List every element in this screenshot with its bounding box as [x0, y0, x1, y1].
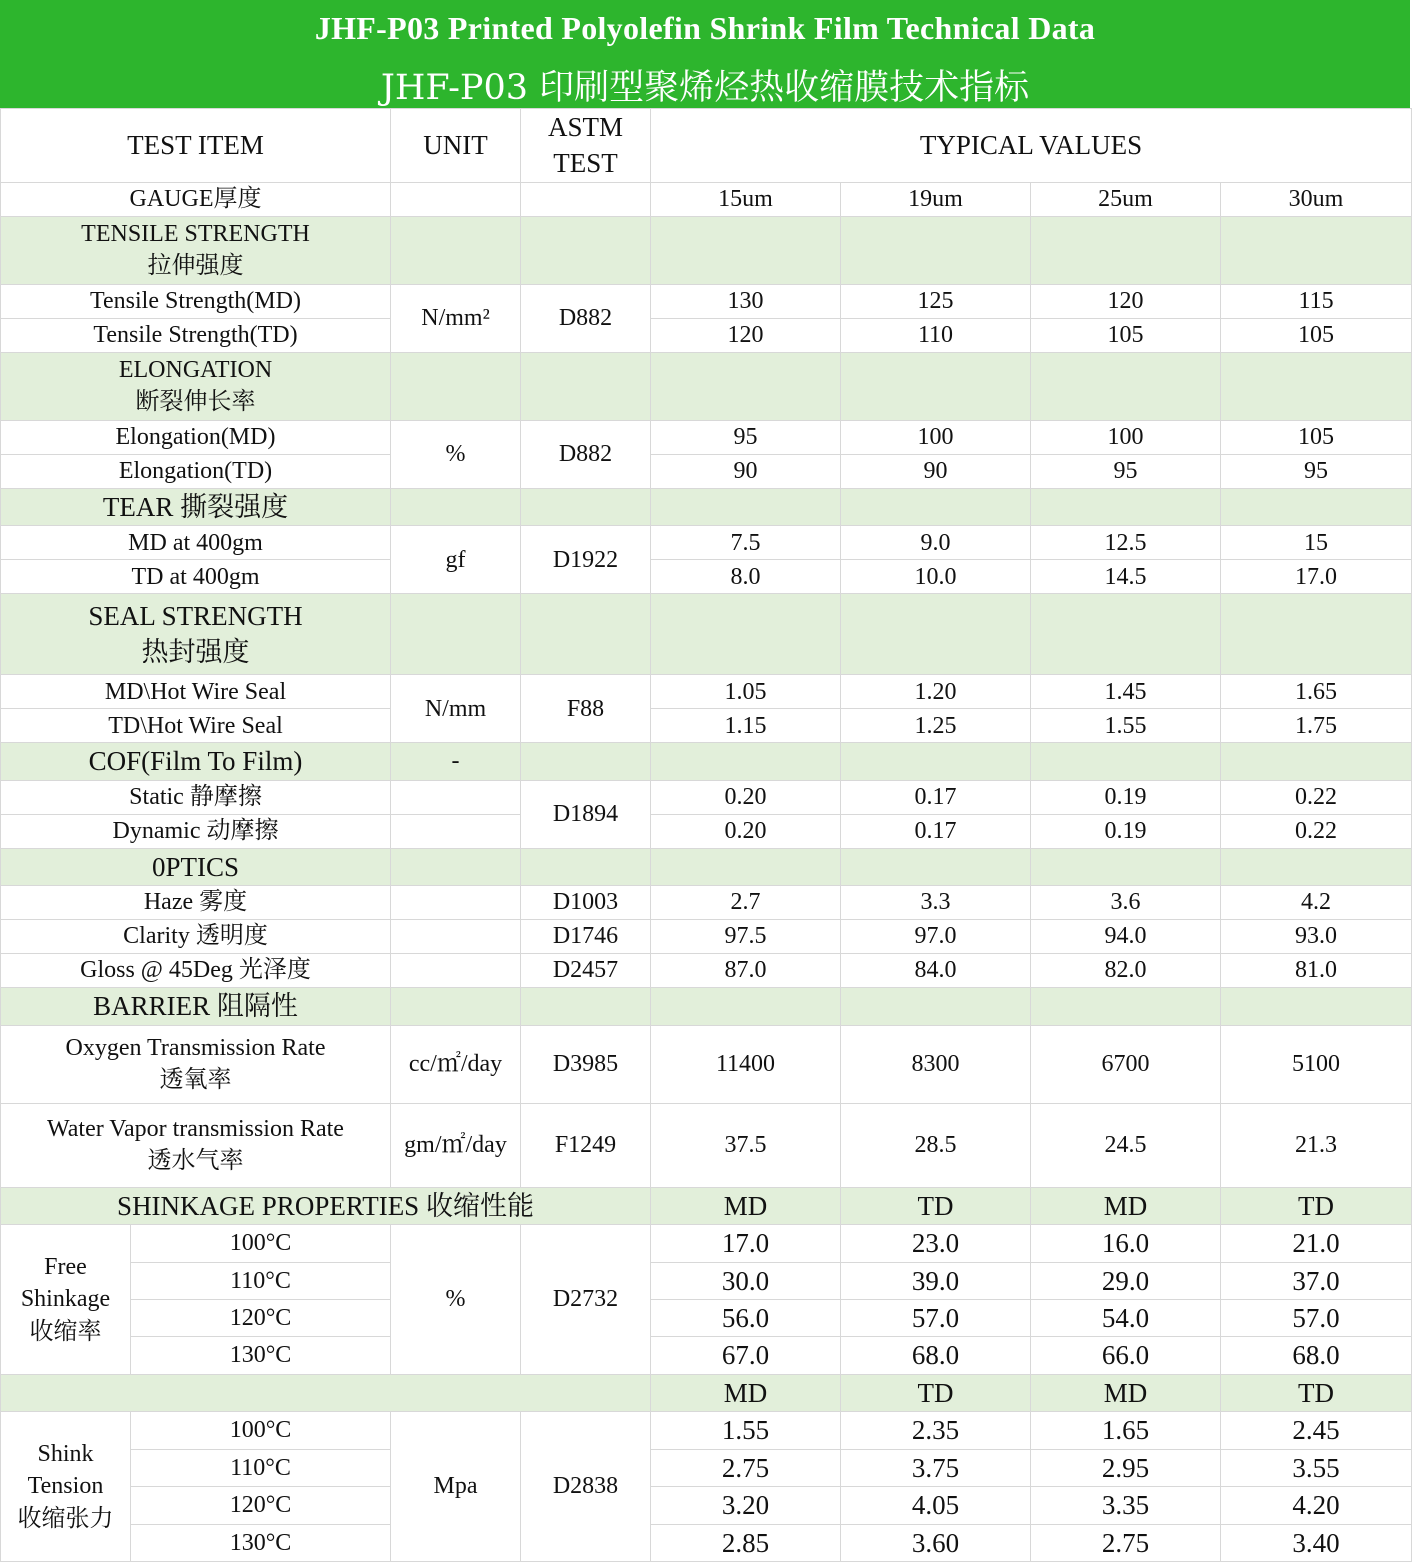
- title-banner: [0, 0, 1410, 108]
- title-chinese: JHF-P03 印刷型聚烯烃热收缩膜技术指标: [380, 68, 1030, 108]
- gauge-value: 25um: [1031, 182, 1221, 216]
- value-cell: 94.0: [1031, 920, 1221, 954]
- section-title: 0PTICS: [1, 848, 391, 885]
- table-row: [1, 526, 1412, 560]
- value-cell: 90: [651, 454, 841, 488]
- value-cell: 95: [651, 420, 841, 454]
- value-cell: 120: [651, 318, 841, 352]
- value-cell: 3.40: [1221, 1524, 1412, 1561]
- value-cell: 37.0: [1221, 1262, 1412, 1299]
- direction-label: TD: [841, 1187, 1031, 1224]
- astm-cell: D1003: [521, 886, 651, 920]
- direction-label: TD: [841, 1374, 1031, 1411]
- value-cell: 115: [1221, 284, 1412, 318]
- value-cell: 57.0: [841, 1299, 1031, 1336]
- section-title: BARRIER 阻隔性: [1, 988, 391, 1025]
- value-cell: 37.5: [651, 1103, 841, 1187]
- value-cell: 15: [1221, 526, 1412, 560]
- table-row: [1, 1487, 1412, 1524]
- col-typical-values: TYPICAL VALUES: [651, 109, 1412, 183]
- value-cell: 2.85: [651, 1524, 841, 1561]
- table-row: [1, 954, 1412, 988]
- direction-label: TD: [1221, 1374, 1412, 1411]
- astm-cell: D1746: [521, 920, 651, 954]
- section-row-tension: [1, 1374, 1412, 1411]
- row-label: MD at 400gm: [1, 526, 391, 560]
- value-cell: 93.0: [1221, 920, 1412, 954]
- astm-cell: F1249: [521, 1103, 651, 1187]
- astm-cell: D2457: [521, 954, 651, 988]
- unit-cell: %: [391, 420, 521, 488]
- astm-cell: D882: [521, 420, 651, 488]
- gauge-value: 15um: [651, 182, 841, 216]
- temperature-cell: 130°C: [131, 1337, 391, 1374]
- value-cell: 3.60: [841, 1524, 1031, 1561]
- gauge-label: GAUGE厚度: [1, 182, 391, 216]
- temperature-cell: 130°C: [131, 1524, 391, 1561]
- value-cell: 3.6: [1031, 886, 1221, 920]
- row-label: Elongation(MD): [1, 420, 391, 454]
- value-cell: 0.22: [1221, 780, 1412, 814]
- direction-label: MD: [1031, 1187, 1221, 1224]
- astm-cell: D3985: [521, 1025, 651, 1103]
- temperature-cell: 100°C: [131, 1225, 391, 1262]
- section-title: TENSILE STRENGTH 拉伸强度: [1, 216, 391, 284]
- row-label: MD\Hot Wire Seal: [1, 675, 391, 709]
- section-row-elongation: [1, 352, 1412, 420]
- temperature-cell: 120°C: [131, 1299, 391, 1336]
- value-cell: 24.5: [1031, 1103, 1221, 1187]
- value-cell: 67.0: [651, 1337, 841, 1374]
- value-cell: 1.20: [841, 675, 1031, 709]
- value-cell: 125: [841, 284, 1031, 318]
- value-cell: 0.19: [1031, 780, 1221, 814]
- unit-cell: %: [391, 1225, 521, 1375]
- astm-cell: D882: [521, 284, 651, 352]
- value-cell: 29.0: [1031, 1262, 1221, 1299]
- table-row: [1, 1103, 1412, 1187]
- section-title: TEAR 撕裂强度: [1, 488, 391, 525]
- table-row: [1, 814, 1412, 848]
- col-test-item: TEST ITEM: [1, 109, 391, 183]
- value-cell: 17.0: [651, 1225, 841, 1262]
- value-cell: 81.0: [1221, 954, 1412, 988]
- row-label: Tensile Strength(MD): [1, 284, 391, 318]
- value-cell: 4.20: [1221, 1487, 1412, 1524]
- row-label: Gloss @ 45Deg 光泽度: [1, 954, 391, 988]
- value-cell: 11400: [651, 1025, 841, 1103]
- value-cell: 3.55: [1221, 1449, 1412, 1486]
- value-cell: 1.55: [1031, 709, 1221, 743]
- row-label: Static 静摩擦: [1, 780, 391, 814]
- value-cell: 14.5: [1031, 560, 1221, 594]
- value-cell: 66.0: [1031, 1337, 1221, 1374]
- value-cell: 120: [1031, 284, 1221, 318]
- value-cell: 8.0: [651, 560, 841, 594]
- gauge-value: 30um: [1221, 182, 1412, 216]
- unit-cell: cc/㎡/day: [391, 1025, 521, 1103]
- section-row-shrinkage: [1, 1187, 1412, 1224]
- value-cell: 2.35: [841, 1412, 1031, 1449]
- value-cell: 4.2: [1221, 886, 1412, 920]
- value-cell: 7.5: [651, 526, 841, 560]
- value-cell: 2.95: [1031, 1449, 1221, 1486]
- value-cell: 100: [1031, 420, 1221, 454]
- row-label: Dynamic 动摩擦: [1, 814, 391, 848]
- value-cell: 17.0: [1221, 560, 1412, 594]
- temperature-cell: 120°C: [131, 1487, 391, 1524]
- value-cell: 3.3: [841, 886, 1031, 920]
- title-english: JHF-P03 Printed Polyolefin Shrink Film Technical Data: [314, 10, 1096, 46]
- astm-cell: D1922: [521, 526, 651, 594]
- astm-cell: D2732: [521, 1225, 651, 1375]
- value-cell: 1.65: [1031, 1412, 1221, 1449]
- table-row: [1, 1449, 1412, 1486]
- value-cell: 82.0: [1031, 954, 1221, 988]
- table-row: [1, 1524, 1412, 1561]
- value-cell: 4.05: [841, 1487, 1031, 1524]
- value-cell: 1.25: [841, 709, 1031, 743]
- table-row: [1, 886, 1412, 920]
- value-cell: 21.3: [1221, 1103, 1412, 1187]
- table-row: [1, 675, 1412, 709]
- value-cell: 2.75: [1031, 1524, 1221, 1561]
- table-row: [1, 780, 1412, 814]
- value-cell: 9.0: [841, 526, 1031, 560]
- col-unit: UNIT: [391, 109, 521, 183]
- unit-cell: gf: [391, 526, 521, 594]
- value-cell: 0.17: [841, 780, 1031, 814]
- section-row-optics: [1, 848, 1412, 885]
- value-cell: 2.75: [651, 1449, 841, 1486]
- value-cell: 87.0: [651, 954, 841, 988]
- table-row: [1, 318, 1412, 352]
- row-label: Oxygen Transmission Rate 透氧率: [1, 1025, 391, 1103]
- value-cell: 97.5: [651, 920, 841, 954]
- table-row: [1, 284, 1412, 318]
- table-row: [1, 1337, 1412, 1374]
- row-label: TD at 400gm: [1, 560, 391, 594]
- unit-cell: -: [391, 743, 521, 780]
- value-cell: 21.0: [1221, 1225, 1412, 1262]
- value-cell: 90: [841, 454, 1031, 488]
- table-row: [1, 420, 1412, 454]
- section-title: SHINKAGE PROPERTIES 收缩性能: [1, 1187, 651, 1224]
- table-row: [1, 560, 1412, 594]
- value-cell: 2.45: [1221, 1412, 1412, 1449]
- group-label-shrink-tension: Shink Tension 收缩张力: [1, 1412, 131, 1562]
- value-cell: 57.0: [1221, 1299, 1412, 1336]
- value-cell: 8300: [841, 1025, 1031, 1103]
- table-row: [1, 1225, 1412, 1262]
- section-title: ELONGATION 断裂伸长率: [1, 352, 391, 420]
- value-cell: 68.0: [1221, 1337, 1412, 1374]
- row-label: TD\Hot Wire Seal: [1, 709, 391, 743]
- value-cell: 105: [1031, 318, 1221, 352]
- value-cell: 0.22: [1221, 814, 1412, 848]
- unit-cell: Mpa: [391, 1412, 521, 1562]
- value-cell: 130: [651, 284, 841, 318]
- value-cell: 28.5: [841, 1103, 1031, 1187]
- section-title: SEAL STRENGTH 热封强度: [1, 594, 391, 675]
- astm-cell: D2838: [521, 1412, 651, 1562]
- col-astm: ASTM TEST: [521, 109, 651, 183]
- table-row: [1, 454, 1412, 488]
- section-row-barrier: [1, 988, 1412, 1025]
- value-cell: 54.0: [1031, 1299, 1221, 1336]
- gauge-row: [1, 182, 1412, 216]
- section-row-seal: [1, 594, 1412, 675]
- section-row-tear: [1, 488, 1412, 525]
- row-label: Elongation(TD): [1, 454, 391, 488]
- row-label: Clarity 透明度: [1, 920, 391, 954]
- value-cell: 39.0: [841, 1262, 1031, 1299]
- table-row: [1, 709, 1412, 743]
- temperature-cell: 110°C: [131, 1449, 391, 1486]
- value-cell: 84.0: [841, 954, 1031, 988]
- value-cell: 105: [1221, 318, 1412, 352]
- table-row: [1, 1025, 1412, 1103]
- value-cell: 30.0: [651, 1262, 841, 1299]
- value-cell: 2.7: [651, 886, 841, 920]
- temperature-cell: 100°C: [131, 1412, 391, 1449]
- value-cell: 1.65: [1221, 675, 1412, 709]
- value-cell: 0.17: [841, 814, 1031, 848]
- value-cell: 105: [1221, 420, 1412, 454]
- value-cell: 1.55: [651, 1412, 841, 1449]
- row-label: Water Vapor transmission Rate 透水气率: [1, 1103, 391, 1187]
- value-cell: 6700: [1031, 1025, 1221, 1103]
- value-cell: 97.0: [841, 920, 1031, 954]
- value-cell: 95: [1031, 454, 1221, 488]
- value-cell: 1.05: [651, 675, 841, 709]
- table-row: [1, 920, 1412, 954]
- value-cell: 12.5: [1031, 526, 1221, 560]
- direction-label: TD: [1221, 1187, 1412, 1224]
- row-label: Tensile Strength(TD): [1, 318, 391, 352]
- value-cell: 5100: [1221, 1025, 1412, 1103]
- value-cell: 10.0: [841, 560, 1031, 594]
- value-cell: 1.45: [1031, 675, 1221, 709]
- section-row-tensile: [1, 216, 1412, 284]
- value-cell: 110: [841, 318, 1031, 352]
- direction-label: MD: [1031, 1374, 1221, 1411]
- value-cell: 23.0: [841, 1225, 1031, 1262]
- unit-cell: gm/㎡/day: [391, 1103, 521, 1187]
- unit-cell: N/mm²: [391, 284, 521, 352]
- section-title: COF(Film To Film): [1, 743, 391, 780]
- astm-cell: F88: [521, 675, 651, 743]
- direction-label: MD: [651, 1187, 841, 1224]
- value-cell: 56.0: [651, 1299, 841, 1336]
- unit-cell: N/mm: [391, 675, 521, 743]
- value-cell: 1.15: [651, 709, 841, 743]
- value-cell: 1.75: [1221, 709, 1412, 743]
- temperature-cell: 110°C: [131, 1262, 391, 1299]
- value-cell: 100: [841, 420, 1031, 454]
- row-label: Haze 雾度: [1, 886, 391, 920]
- table-row: [1, 1299, 1412, 1336]
- value-cell: 0.20: [651, 814, 841, 848]
- group-label-free-shrinkage: Free Shinkage 收缩率: [1, 1225, 131, 1375]
- column-header-row: [1, 109, 1412, 183]
- value-cell: 3.35: [1031, 1487, 1221, 1524]
- table-row: [1, 1412, 1412, 1449]
- value-cell: 16.0: [1031, 1225, 1221, 1262]
- value-cell: 3.20: [651, 1487, 841, 1524]
- value-cell: 68.0: [841, 1337, 1031, 1374]
- direction-label: MD: [651, 1374, 841, 1411]
- technical-data-table: [0, 108, 1412, 1562]
- value-cell: 0.19: [1031, 814, 1221, 848]
- gauge-value: 19um: [841, 182, 1031, 216]
- table-row: [1, 1262, 1412, 1299]
- astm-cell: D1894: [521, 780, 651, 848]
- value-cell: 3.75: [841, 1449, 1031, 1486]
- value-cell: 0.20: [651, 780, 841, 814]
- value-cell: 95: [1221, 454, 1412, 488]
- section-row-cof: [1, 743, 1412, 780]
